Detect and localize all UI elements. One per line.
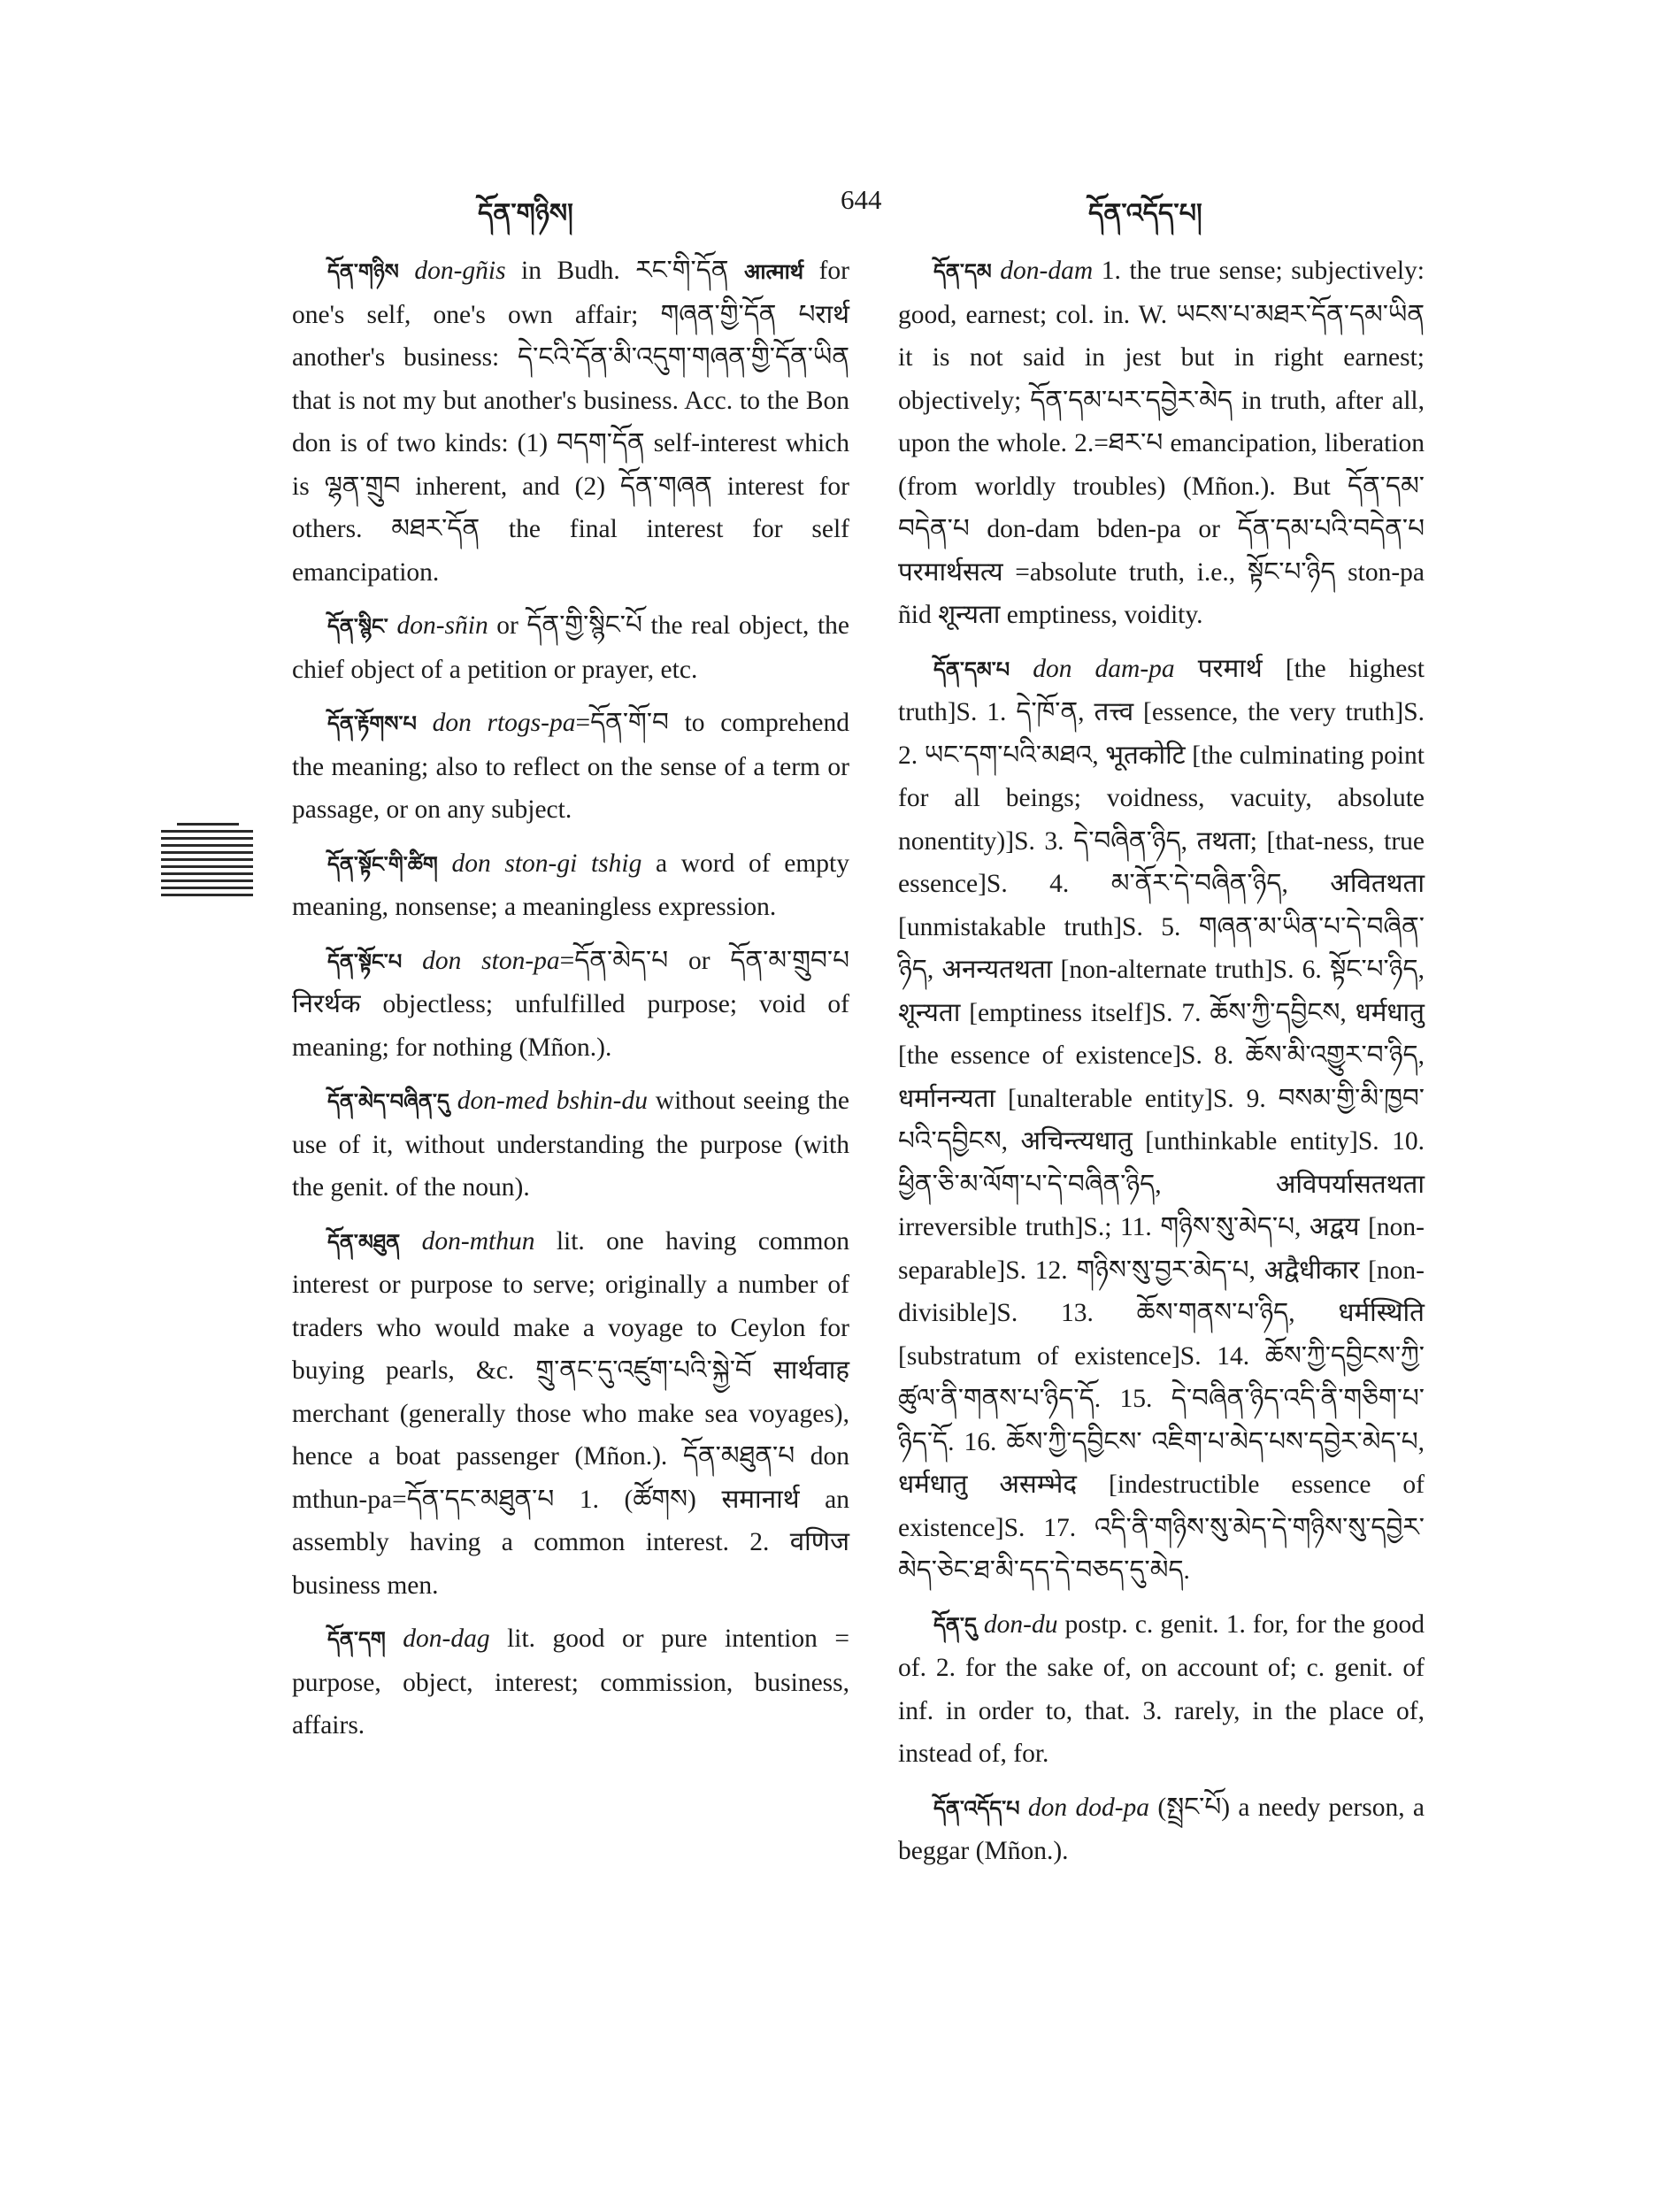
entry-tibetan: དོན་དག [327, 1627, 386, 1652]
entry-transliteration: don-mthun [421, 1226, 535, 1256]
right-column [898, 250, 1425, 1884]
page-number: 644 [841, 184, 882, 215]
entry-text: =དོན་གོ་བ to comprehend the meaning; also to reflect on the sense of a term or passage, or on any subject. [292, 709, 849, 824]
header-left-headword: དོན་གཉིས། [478, 198, 573, 229]
entry-text: 1. the true sense; subjectively: good, earnest; col. in. W. ཡངས་པ་མཐར་དོན་དམ་ཡིན it is not said in jest but in right earnest; objectively; དོན་དམ་པར་དབྱེར་མེད in truth, after all, upon the whole. 2.=ཐར་པ emancipation, liberation (from worldly troubles) (Mñon.). But དོན་དམ་བདེན་པ don-dam bden-pa or དོན་དམ་པའི་བདེན་པ परमार्थसत्य =absolute truth, i.e., སྟོང་པ་ཉིད ston-pa ñid शून्यता emptiness, voidity. [898, 257, 1425, 629]
dictionary-entry [292, 702, 849, 832]
entry-text: postp. c. genit. 1. for, for the good of. 2. for the sake of, on account of; c. genit. of inf. in order to, that. 3. rarely, in the place of, instead of, for. [898, 1609, 1425, 1768]
entry-transliteration: don-dag [403, 1624, 490, 1653]
entry-transliteration: don-med bshin-du [457, 1087, 648, 1115]
dictionary-entry [292, 250, 849, 594]
entry-transliteration: don-sñin [396, 611, 488, 640]
entry-transliteration: don-gñis [414, 257, 506, 285]
entry-text: or དོན་གྱི་སྙིང་པོ the real object, the chief object of a petition or prayer, etc. [292, 611, 850, 684]
entry-text: without seeing the use of it, without understanding the purpose (with the genit. of the noun). [292, 1087, 849, 1202]
entry-tibetan: དོན་སྙིང་ [327, 614, 388, 639]
left-column [292, 250, 849, 1758]
entry-text: in Budh. རང་གི་དོན [505, 257, 744, 285]
entry-tibetan: དོན་རྟོགས་པ [327, 711, 417, 736]
entry-tibetan: དོན་དུ [933, 1612, 977, 1638]
entry-text: (སྤྲང་པོ) a needy person, a beggar (Mñon.). [898, 1793, 1425, 1865]
dictionary-entry [292, 940, 849, 1070]
entry-transliteration: don-dam [1000, 257, 1094, 285]
entry-tibetan: དོན་མཐུན [327, 1229, 401, 1255]
entry-text: a word of empty meaning, nonsense; a meaningless expression. [292, 849, 850, 921]
entry-text-rest: for one's self, one's own affair; གཞན་གྱི་དོན པरार्थ another's business: དེ་ངའི་དོན་མི་འདུག་གཞན་གྱི་དོན་ཡིན that is not my but another's business. Acc. to the Bon don is of two kinds: (1) བདག་དོན self-interest which is ལྷན་གྲུབ inherent, and (2) དོན་གཞན interest for others. མཐར་དོན the final interest for self emancipation. [292, 257, 850, 587]
entry-text: परमार्थ [the highest truth]S. 1. དེ་ཁོ་ན, तत्त्व [essence, the very truth]S. 2. ཡང་དག་པའི་མཐའ, भूतकोटि [the culminating point for all beings; voidness, vacuity, absolute nonentity)]S. 3. དེ་བཞིན་ཉིད, तथता; [that-ness, true essence]S. 4. མ་ནོར་དེ་བཞིན་ཉིད, अवितथता [unmistakable truth]S. 5. གཞན་མ་ཡིན་པ་དེ་བཞིན་ཉིད, अनन्यतथता [non-alternate truth]S. 6. སྟོང་པ་ཉིད, शून्यता [emptiness itself]S. 7. ཆོས་ཀྱི་དབྱིངས, धर्मधातु [the essence of existence]S. 8. ཆོས་མི་འགྱུར་བ་ཉིད, धर्मानन्यता [unalterable entity]S. 9. བསམ་གྱི་མི་ཁྱབ་པའི་དབྱིངས, अचिन्त्यधातु [unthinkable entity]S. 10. ཕྱིན་ཅི་མ་ལོག་པ་དེ་བཞིན་ཉིད, अविपर्यासतथता irreversible truth]S.; 11. གཉིས་སུ་མེད་པ, अद्वय [non-separable]S. 12. གཉིས་སུ་བྱར་མེད་པ, अद्वैधीकार [non-divisible]S. 13. ཆོས་གནས་པ་ཉིད, धर्मस्थिति [substratum of existence]S. 14. ཆོས་ཀྱི་དབྱིངས་ཀྱི་ཚུལ་ནི་གནས་པ་ཉིད་དོ. 15. དེ་བཞིན་ཉིད་འདི་ནི་གཅིག་པ་ཉིད་དོ. 16. ཆོས་ཀྱི་དབྱིངས་ འཇིག་པ་མེད་པས་དབྱེར་མེད་པ, धर्मधातु असम्भेद [indestructible essence of existence]S. 17. འདི་ནི་གཉིས་སུ་མེད་དེ་གཉིས་སུ་དབྱེར་མེད་ཅེང་ཐ་མི་དད་དེ་བཅད་དུ་མེད. [898, 654, 1425, 1585]
page-header [292, 177, 1442, 230]
entry-text: =དོན་མེད་པ or དོན་མ་གྲུབ་པ निरर्थक objectless; unfulfilled purpose; void of meaning; for nothing (Mñon.). [292, 946, 850, 1062]
entry-tibetan: དོན་སྟོང་གི་ཚིག [327, 851, 438, 877]
entry-tibetan: དོན་མེད་བཞིན་དུ [327, 1089, 449, 1114]
entry-transliteration: don dod-pa [1027, 1793, 1150, 1822]
header-right-headword: དོན་འདོད་པ། [1088, 198, 1202, 229]
dictionary-entry [292, 1617, 849, 1747]
entry-tibetan: དོན་གཉིས [327, 259, 399, 284]
dictionary-entry [292, 842, 849, 929]
entry-sanskrit: आत्मार्थ [743, 259, 804, 284]
dictionary-entry [292, 1079, 849, 1210]
entry-text: lit. good or pure intention = purpose, object, interest; commission, business, affairs. [292, 1624, 850, 1740]
entry-transliteration: don ston-pa [422, 946, 560, 975]
dictionary-entry [898, 1786, 1425, 1873]
entry-tibetan: དོན་དམ་པ [933, 657, 1010, 682]
entry-transliteration: don dam-pa [1033, 654, 1175, 683]
entry-transliteration: don ston-gi tshig [451, 849, 642, 878]
entry-tibetan: དོན་དམ [933, 259, 992, 284]
dictionary-entry [898, 1603, 1425, 1776]
entry-transliteration: don-du [983, 1609, 1058, 1639]
dictionary-entry [898, 648, 1425, 1593]
entry-text: lit. one having common interest or purpose to serve; originally a number of traders who would make a voyage to Ceylon for buying pearls, &c. གྲུ་ནང་དུ་འཛུག་པའི་སྐྱེ་བོ सार्थवाह merchant (generally those who make sea voyages), hence a boat passenger (Mñon.). དོན་མཐུན་པ don mthun-pa=དོན་དང་མཐུན་པ 1. (ཚོགས) समानार्थ an assembly having a common interest. 2. वणिज business men. [292, 1226, 849, 1600]
margin-thumb-index-icon [161, 823, 253, 895]
entry-tibetan: དོན་སྟོང་པ [327, 949, 403, 974]
dictionary-entry [292, 1220, 849, 1608]
dictionary-entry [898, 250, 1425, 637]
entry-tibetan: དོན་འདོད་པ [933, 1795, 1020, 1821]
entry-transliteration: don rtogs-pa [432, 709, 576, 737]
dictionary-entry [292, 604, 849, 691]
